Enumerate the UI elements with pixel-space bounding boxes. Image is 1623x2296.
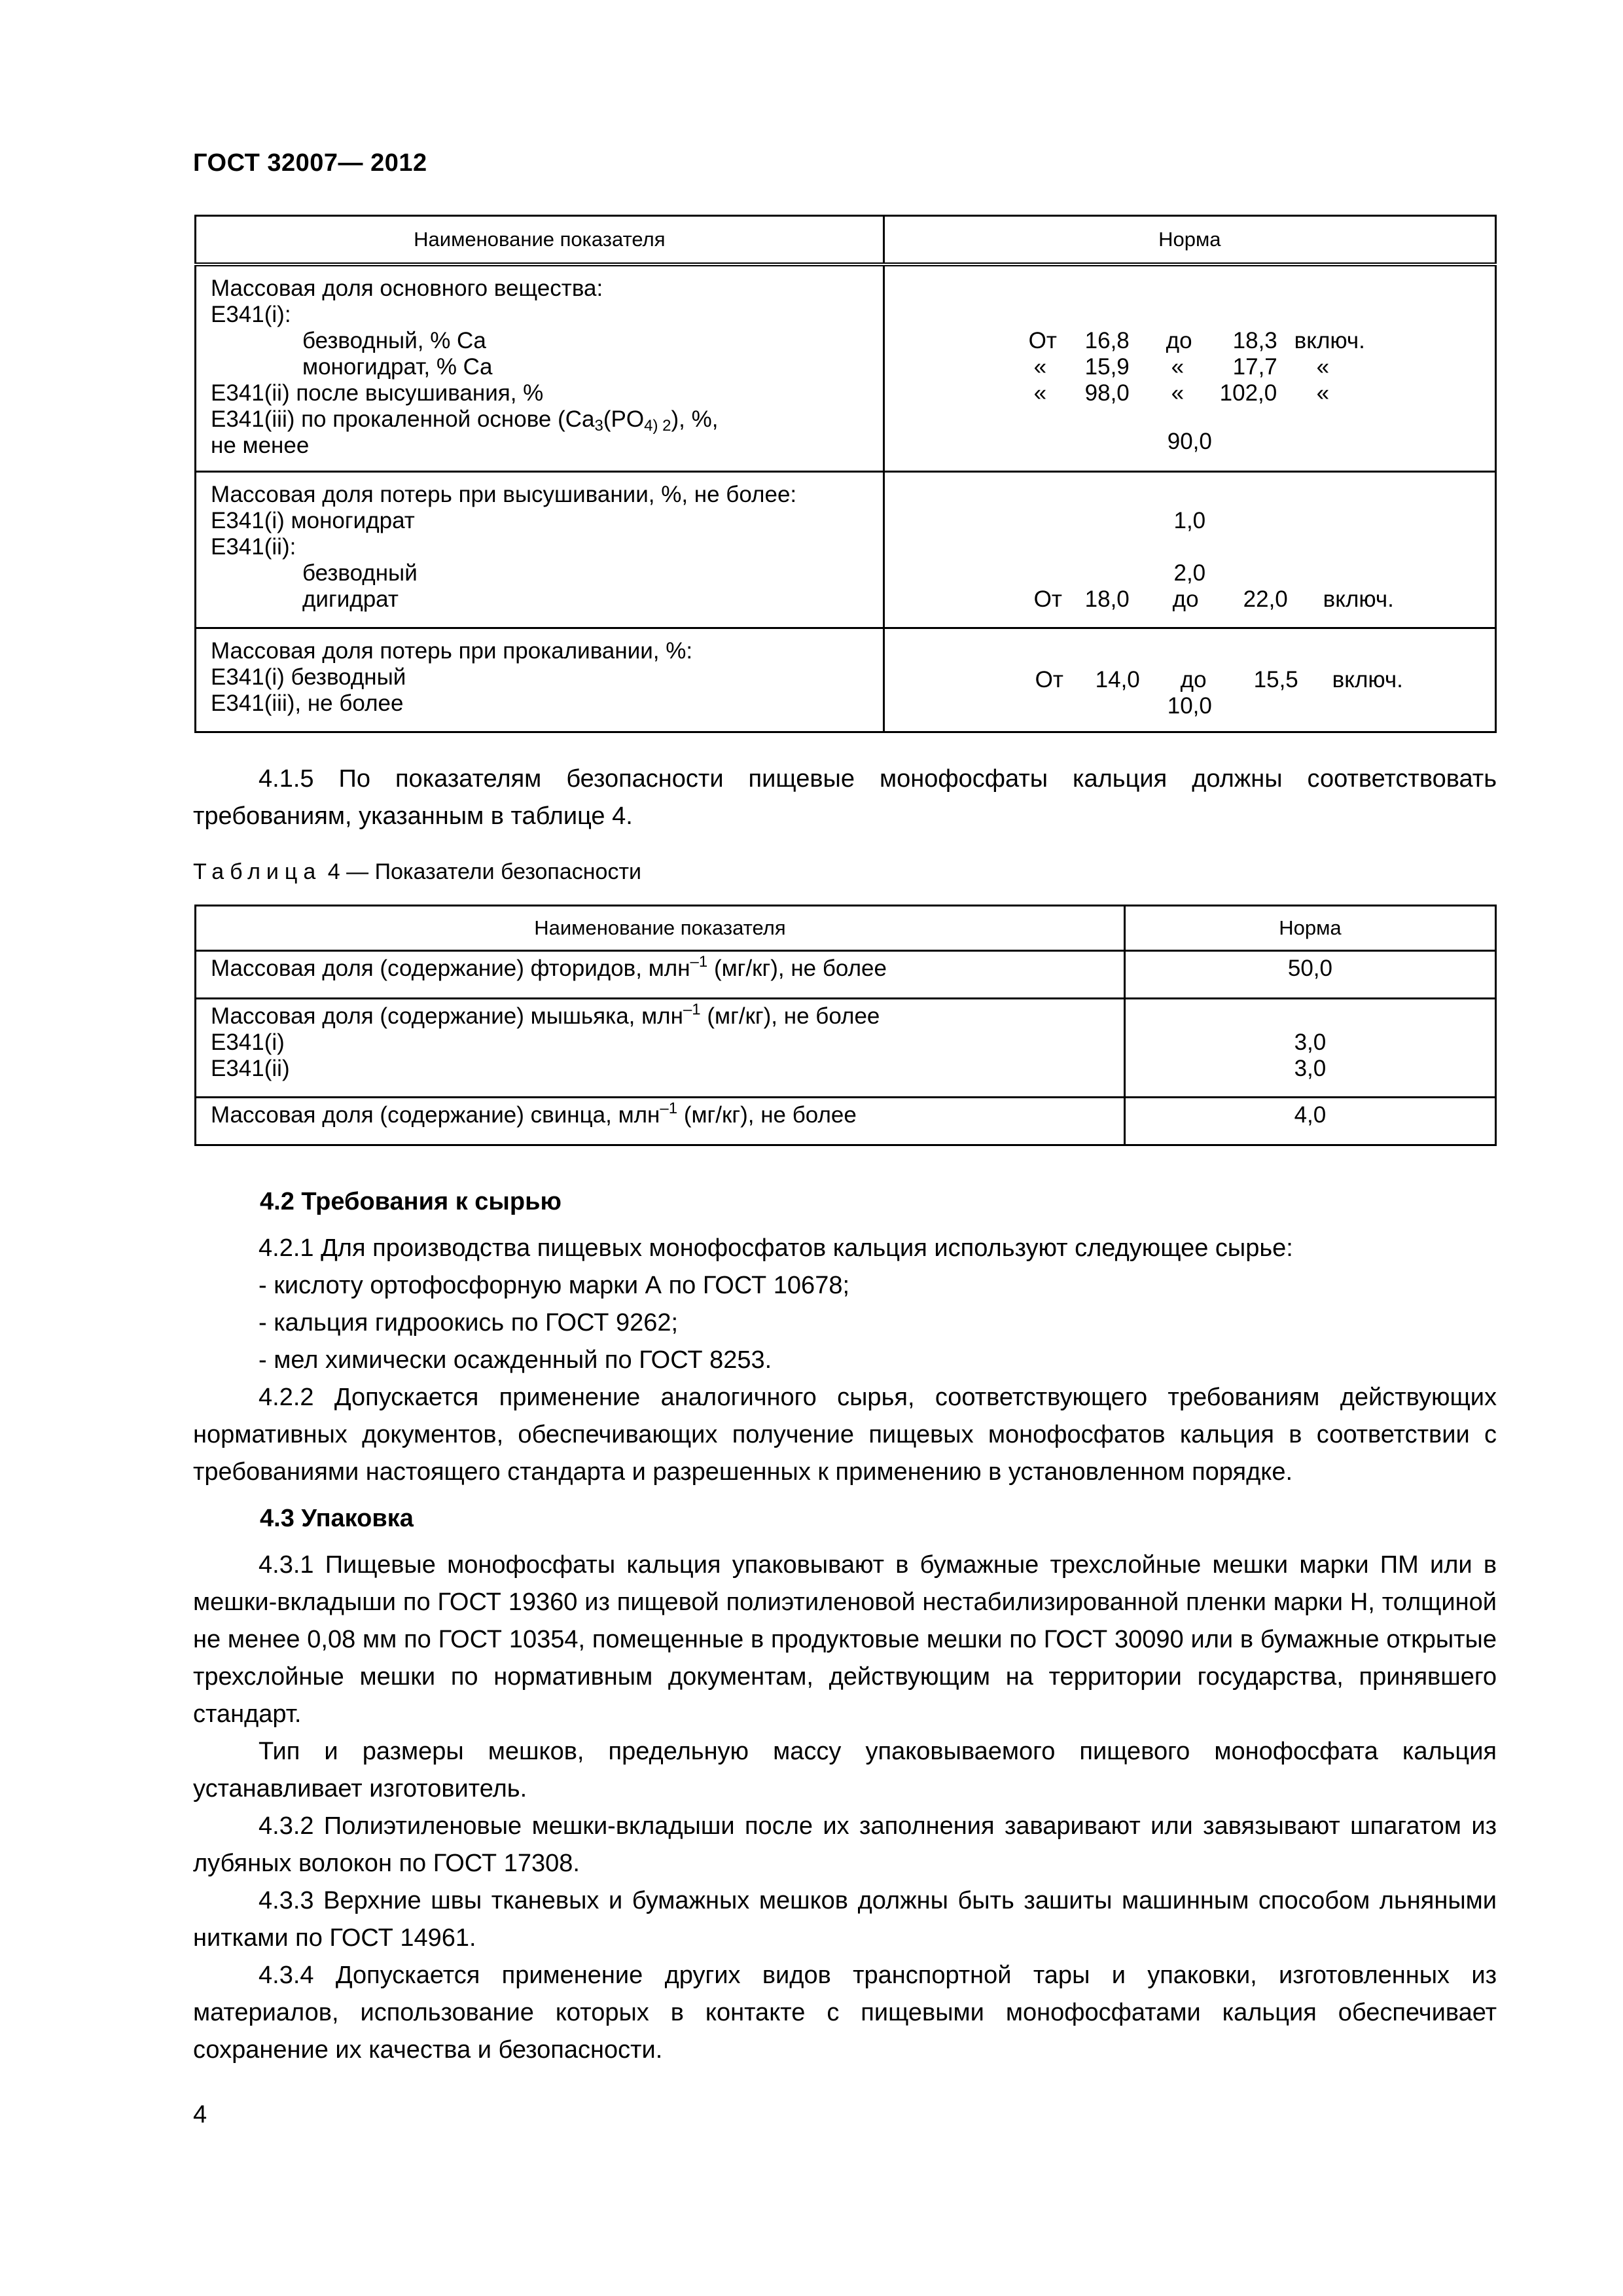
section-4-2: 4.2 Требования к сырью 4.2.1 Для производства пищевых монофосфатов кальция используют следующее сырье: - кислоту ортофосфорную марки А по ГОСТ 10678; - кальция гидроокись по ГОСТ 9262; - мел химически осажденный по ГОСТ 8253. 4.2.2 Допускается применение аналогичного сырья, соответствующего требованиям действующих нормативных документов, обеспечивающих получение пищевых монофосфатов кальция в соответствии с требованиями настоящего стандарта и разрешенных к применению в установленном порядке. 4.3 Упаковка 4.3.1 Пищевые монофосфаты кальция упаковывают в бумажные трехслойные мешки марки ПМ или в мешки-вкладыши по ГОСТ 19360 из пищевой полиэтиленовой нестабилизированной пленки марки Н, толщиной не менее 0,08 мм по ГОСТ 10354, помещенные в продуктовые мешки по ГОСТ 30090 или в бумажные открытые трехслойные мешки по нормативным документам, действующим на территории государства, принявшего стандарт. Тип и размеры мешков, предельную массу упаковываемого пищевого монофосфата кальция устанавливает изготовитель. 4.3.2 Полиэтиленовые мешки-вкладыши после их заполнения заваривают или завязывают шпагатом из лубяных волокон по ГОСТ 17308. 4.3.3 Верхние швы тканевых и бумажных мешков должны быть зашиты машинным способом льняными нитками по ГОСТ 14961. 4.3.4 Допускается применение других видов транспортной тары и упаковки, изготовленных из материалов, использование которых в контакте с пищевыми монофосфатами кальция обеспечивает сохранение их качества и безопасности.: [193, 1183, 1497, 2069]
row-line-formula: E341(iii) по прокаленной основе ($Ca_3(PO_{4) 2})$, %,: [211, 406, 719, 435]
norm-value: 2,0: [1173, 560, 1206, 586]
list-item: - мел химически осажденный по ГОСТ 8253.: [259, 1346, 772, 1374]
norm-range: « 15,9 « 17,7 «: [1033, 354, 1330, 380]
table-row: [196, 472, 1496, 628]
norm-value: 1,0: [1173, 508, 1206, 533]
table-row: Массовая доля (содержание) мышьяка, млн$^{-1}$ (мг/кг), не более E341(i) E341(ii) 3,0 3,0: [196, 999, 1496, 1098]
document-header: ГОСТ 32007— 2012: [193, 149, 427, 177]
norm-value: 90,0: [1167, 429, 1212, 454]
row-line: E341(iii), не более: [211, 691, 404, 716]
list-item: - кальция гидроокись по ГОСТ 9262;: [259, 1309, 679, 1336]
row-line: E341(i):: [211, 302, 291, 327]
composition-table: [194, 215, 1497, 733]
section-heading: 4.2 Требования к сырью: [260, 1188, 562, 1215]
table4-caption: Таблица 4 — Показатели безопасности: [193, 859, 642, 884]
table-header-norm: Норма: [883, 216, 1495, 265]
norm-range: « 98,0 « 102,0 «: [1033, 380, 1330, 406]
norm-cell: [1124, 999, 1495, 1098]
row-line: безводный, % Ca: [302, 328, 486, 353]
norm-value: 50,0: [1124, 951, 1495, 999]
norm-cell: [883, 628, 1495, 732]
norm-value: 3,0: [1294, 1030, 1327, 1055]
norm-value: 3,0: [1294, 1056, 1327, 1081]
safety-table: [194, 905, 1497, 1146]
list-item: - кислоту ортофосфорную марки А по ГОСТ 10678;: [259, 1272, 850, 1299]
row-line: E341(i) безводный: [211, 664, 406, 690]
norm-range: От 16,8 до 18,3 включ.: [1028, 328, 1365, 353]
norm-range: От 18,0 до 22,0 включ.: [1033, 586, 1394, 612]
table-row: [196, 628, 1496, 732]
row-line: E341(ii) после высушивания, %: [211, 380, 544, 406]
table-header-norm: Норма: [1124, 906, 1495, 951]
norm-cell: [883, 264, 1495, 472]
row-line: дигидрат: [302, 586, 399, 612]
row-line: моногидрат, % Ca: [302, 354, 493, 380]
page-number: 4: [193, 2101, 207, 2128]
paragraph-4-1-5: 4.1.5 По показателям безопасности пищевые монофосфаты кальция должны соответствовать требованиям, указанным в таблице 4.: [193, 765, 1497, 830]
row-line: не менее: [211, 433, 310, 458]
norm-cell: [883, 472, 1495, 628]
table-header-name: Наименование показателя: [196, 216, 884, 265]
row-line: E341(i) моногидрат: [211, 508, 415, 533]
norm-value: 10,0: [1167, 693, 1212, 719]
row-title: Массовая доля потерь при высушивании, %, не более:: [211, 482, 797, 507]
row-line: E341(ii):: [211, 534, 296, 560]
table-header-name: Наименование показателя: [196, 906, 1125, 951]
row-title: Массовая доля основного вещества:: [211, 276, 603, 301]
norm-range: От 14,0 до 15,5 включ.: [1035, 667, 1403, 692]
table-row: [196, 264, 1496, 472]
norm-value: 4,0: [1124, 1098, 1495, 1145]
section-heading: 4.3 Упаковка: [260, 1505, 414, 1532]
table-row: Массовая доля (содержание) фторидов, млн$^{-1}$ (мг/кг), не более 50,0: [196, 951, 1496, 999]
row-title: Массовая доля потерь при прокаливании, %:: [211, 638, 693, 664]
table-row: Массовая доля (содержание) свинца, млн$^{-1}$ (мг/кг), не более 4,0: [196, 1098, 1496, 1145]
row-line: безводный: [302, 560, 418, 586]
